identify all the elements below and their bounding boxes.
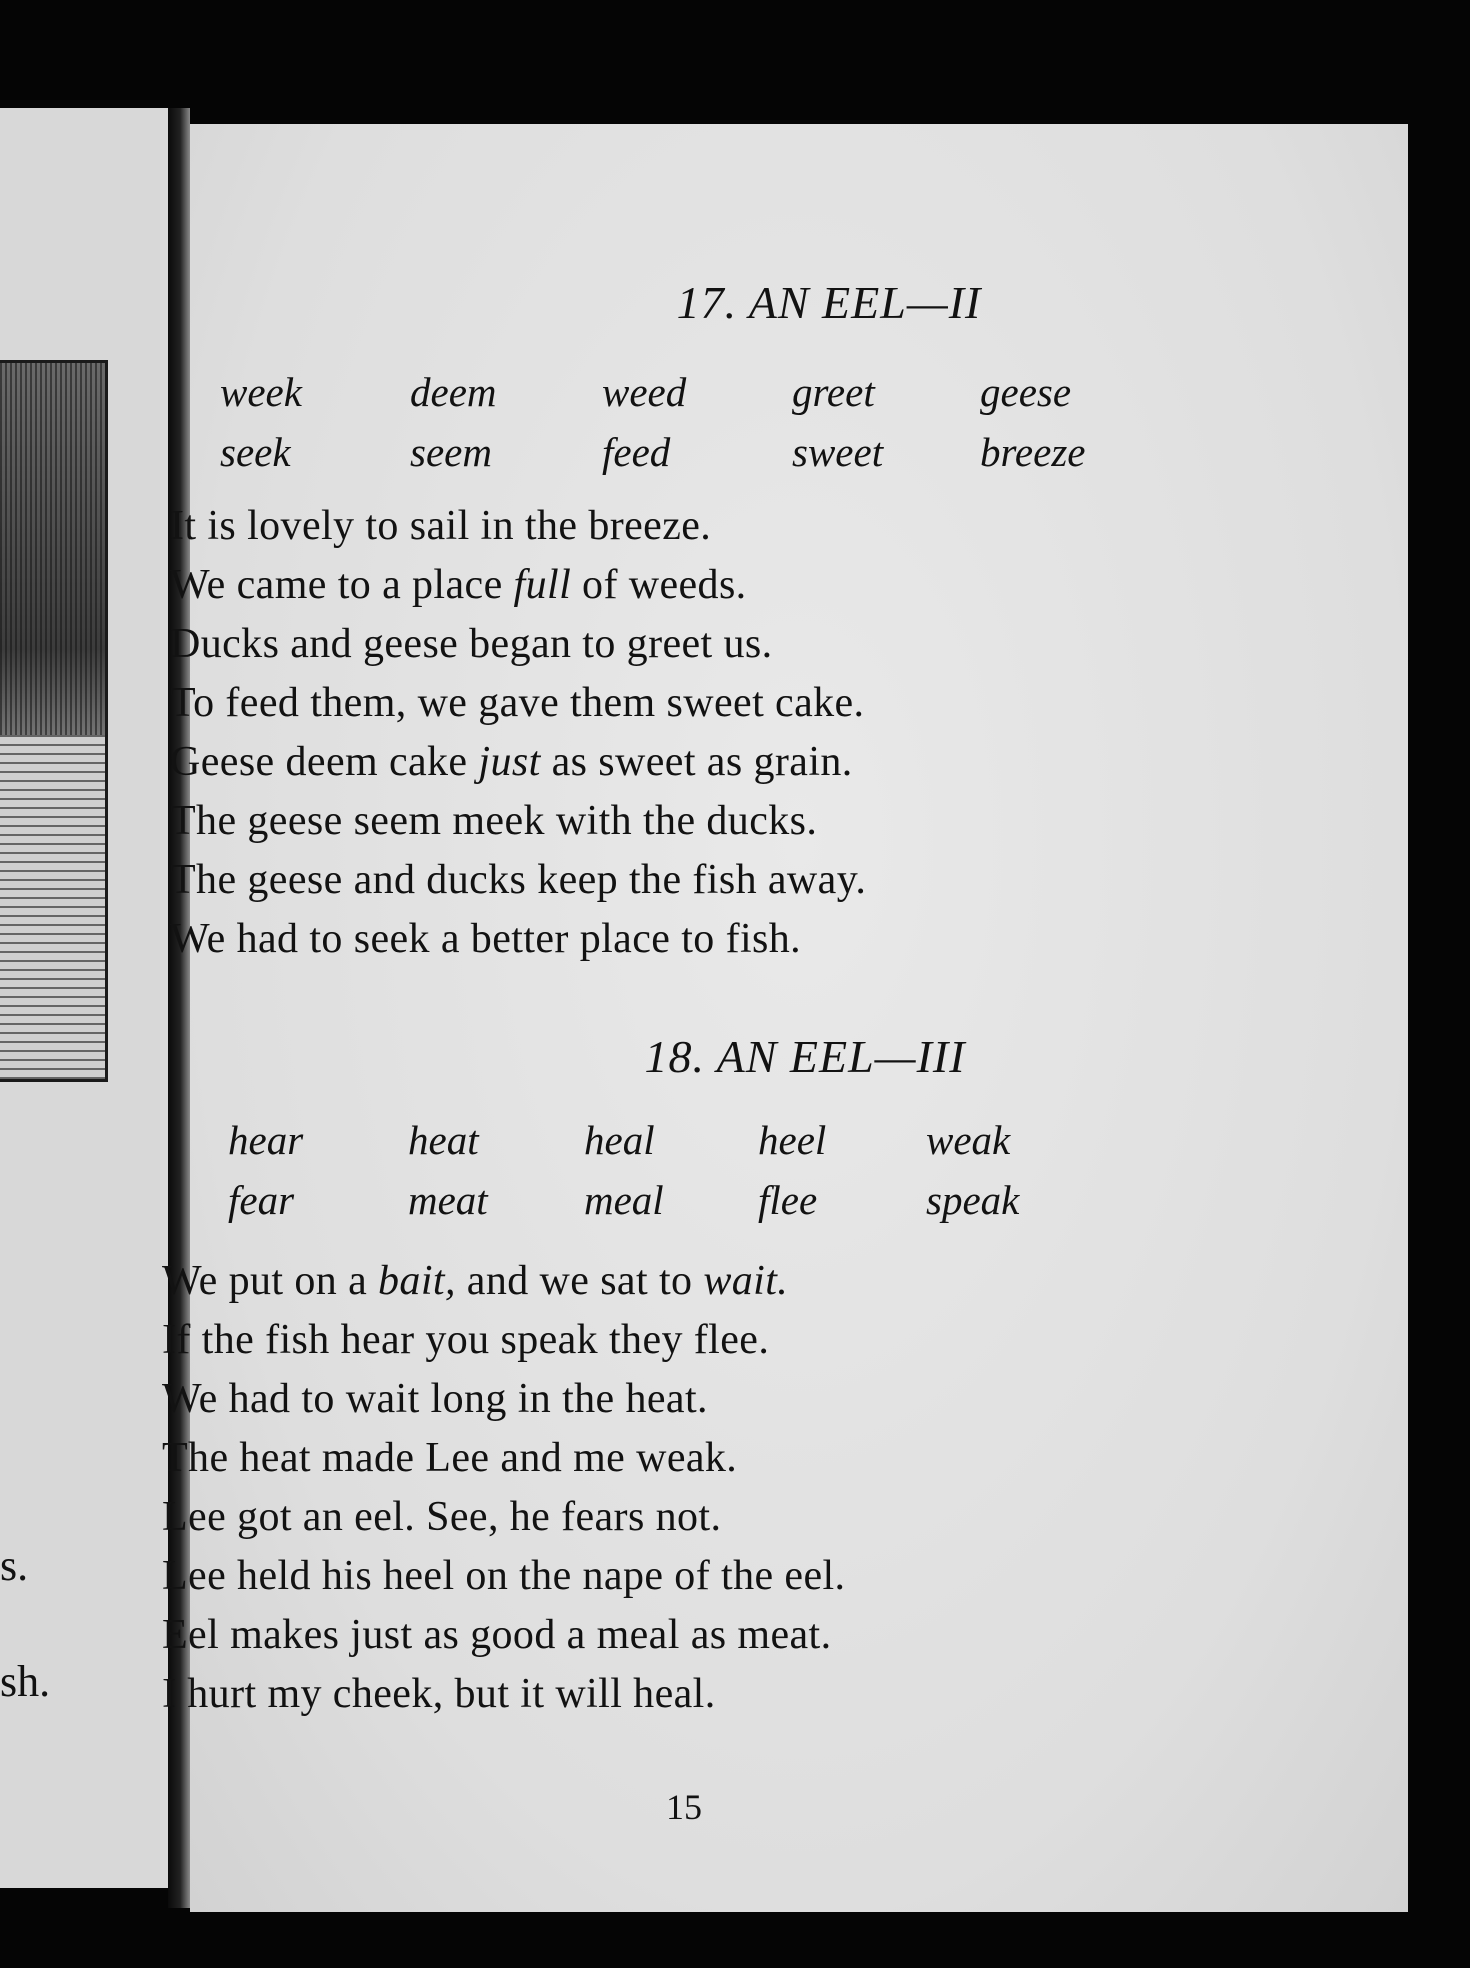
lesson-18-reading <box>162 1252 845 1724</box>
reading-line: Ducks and geese began to greet us. <box>170 621 773 667</box>
vocab-word: heat <box>408 1117 479 1163</box>
emphasized-word: bait, <box>378 1258 456 1304</box>
reading-line: The heat made Lee and me weak. <box>162 1435 738 1481</box>
lesson-17-title: 17. AN EEL—II <box>676 277 982 328</box>
vocab-word: fear <box>228 1177 295 1223</box>
vocab-word: meat <box>408 1177 488 1223</box>
reading-line: We had to wait long in the heat. <box>162 1376 708 1422</box>
vocab-word: seem <box>410 429 492 475</box>
reading-line: Lee held his heel on the nape of the eel. <box>162 1553 846 1599</box>
vocab-word: geese <box>980 369 1072 415</box>
reading-line: Lee got an eel. See, he fears not. <box>162 1494 722 1540</box>
emphasized-word: full <box>513 562 572 608</box>
vocab-word: week <box>220 369 302 415</box>
vocab-word: meal <box>584 1177 664 1223</box>
vocab-word: weed <box>602 369 687 415</box>
lesson-18-title: 18. AN EEL—III <box>644 1031 966 1082</box>
vocab-word: heal <box>584 1117 655 1163</box>
vocab-word: hear <box>228 1117 304 1163</box>
emphasized-word: wait. <box>703 1258 789 1304</box>
illustration-water <box>0 735 105 1079</box>
reading-line: It is lovely to sail in the breeze. <box>170 503 712 549</box>
facing-page-text-fragment: sh. <box>0 1657 51 1706</box>
reading-line: Geese deem cake just as sweet as grain. <box>170 739 853 785</box>
vocab-word: flee <box>758 1177 818 1223</box>
vocab-word: feed <box>602 429 671 475</box>
vocab-word: deem <box>410 369 497 415</box>
reading-line: I hurt my cheek, but it will heal. <box>162 1671 716 1717</box>
facing-page <box>0 108 172 1888</box>
vocab-word: seek <box>220 429 291 475</box>
reading-line: The geese seem meek with the ducks. <box>170 798 818 844</box>
facing-page-text-fragment: s. <box>0 1541 29 1590</box>
lesson-17-word-list <box>220 368 1086 488</box>
vocab-word: greet <box>792 369 875 415</box>
reading-line: The geese and ducks keep the fish away. <box>170 857 867 903</box>
reading-line: We put on a bait, and we sat to wait. <box>162 1258 789 1304</box>
reading-line: Eel makes just as good a meal as meat. <box>162 1612 832 1658</box>
emphasized-word: just <box>478 739 541 785</box>
vocab-word: weak <box>926 1117 1011 1163</box>
vocab-word: speak <box>926 1177 1020 1223</box>
vocab-word: heel <box>758 1117 827 1163</box>
reading-line: We had to seek a better place to fish. <box>170 916 802 962</box>
vocab-word: breeze <box>980 429 1086 475</box>
reading-line: If the fish hear you speak they flee. <box>162 1317 770 1363</box>
reading-line: To feed them, we gave them sweet cake. <box>170 680 865 726</box>
lesson-17-reading <box>170 497 866 969</box>
reading-line: We came to a place full of weeds. <box>170 562 747 608</box>
book-page <box>162 124 1408 1912</box>
page-number: 15 <box>666 1787 702 1827</box>
illustration-pond-engraving <box>0 360 108 1082</box>
vocab-word: sweet <box>792 429 884 475</box>
lesson-18-word-list <box>228 1116 1028 1236</box>
